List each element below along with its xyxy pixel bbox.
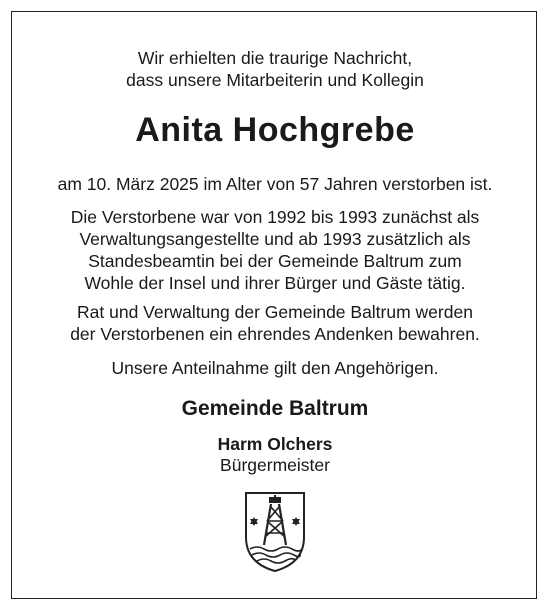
career-line: Die Verstorbene war von 1992 bis 1993 zunächst als xyxy=(70,207,480,227)
intro-line: dass unsere Mitarbeiterin und Kollegin xyxy=(126,70,424,90)
municipal-coat-of-arms-icon xyxy=(240,487,310,573)
career-line: Standesbeamtin bei der Gemeinde Baltrum zum xyxy=(88,251,462,271)
career-paragraph xyxy=(0,206,550,294)
council-line: der Verstorbenen ein ehrendes Andenken bewahren. xyxy=(70,324,480,344)
organization-name: Gemeinde Baltrum xyxy=(181,397,369,420)
condolence-line xyxy=(0,357,550,379)
career-line: Verwaltungsangestellte und ab 1993 zusätzlich als xyxy=(79,229,471,249)
intro-text xyxy=(0,47,550,91)
death-date-text: am 10. März 2025 im Alter von 57 Jahren verstorben ist. xyxy=(57,174,493,194)
intro-line: Wir erhielten die traurige Nachricht, xyxy=(137,48,413,68)
council-paragraph xyxy=(0,301,550,345)
council-line: Rat und Verwaltung der Gemeinde Baltrum werden xyxy=(77,302,473,322)
condolence-text: Unsere Anteilnahme gilt den Angehörigen. xyxy=(111,358,439,378)
deceased-name: Anita Hochgrebe xyxy=(135,111,415,149)
career-line: Wohle der Insel und ihrer Bürger und Gäste tätig. xyxy=(84,273,466,293)
death-date-line xyxy=(0,173,550,195)
signer-name: Harm Olchers xyxy=(217,434,333,454)
signer-role: Bürgermeister xyxy=(220,455,330,475)
